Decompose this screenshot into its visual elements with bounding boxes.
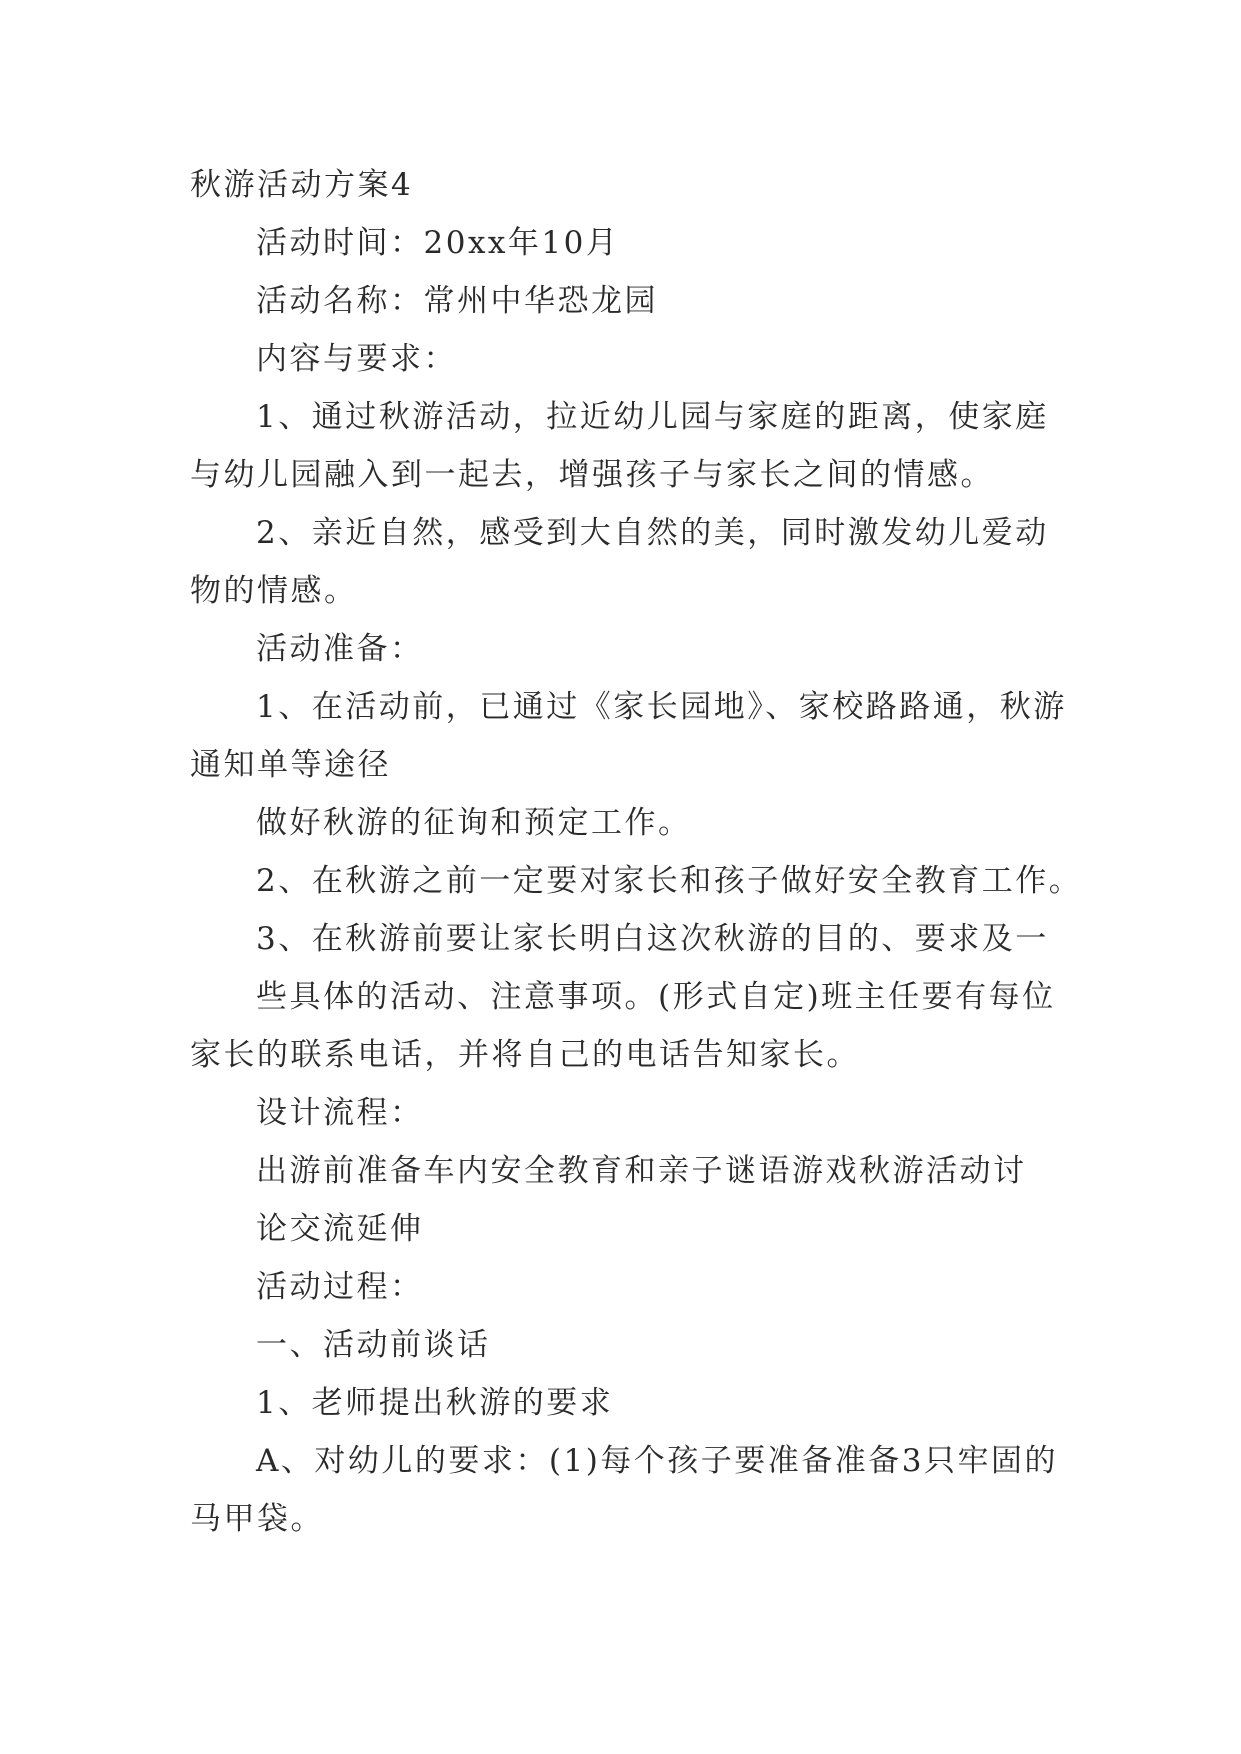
section-heading: 活动过程： (256, 1269, 424, 1305)
paragraph-line: 2、在秋游之前一定要对家长和孩子做好安全教育工作。 (256, 863, 1083, 899)
paragraph-line: 一、活动前谈话 (256, 1327, 491, 1363)
paragraph-line: 1、通过秋游活动，拉近幼儿园与家庭的距离，使家庭 (256, 399, 1049, 435)
paragraph-line: 马甲袋。 (190, 1501, 324, 1537)
paragraph-line: 1、在活动前，已通过《家长园地》、家校路路通，秋游 (256, 689, 1067, 725)
paragraph-line: 通知单等途径 (190, 747, 391, 783)
paragraph-line: 3、在秋游前要让家长明白这次秋游的目的、要求及一 (256, 921, 1049, 957)
paragraph-line: 论交流延伸 (256, 1211, 424, 1247)
paragraph-line: 1、老师提出秋游的要求 (256, 1385, 614, 1421)
paragraph-line: 做好秋游的征询和预定工作。 (256, 805, 692, 841)
paragraph-line: 活动时间：20xx年10月 (256, 225, 620, 261)
paragraph-line: 2、亲近自然，感受到大自然的美，同时激发幼儿爱动 (256, 515, 1049, 551)
paragraph-line: 活动名称：常州中华恐龙园 (256, 283, 658, 319)
paragraph-line: A、对幼儿的要求：(1)每个孩子要准备准备3只牢固的 (256, 1443, 1059, 1479)
section-heading: 内容与要求： (256, 341, 457, 377)
paragraph-line: 些具体的活动、注意事项。(形式自定)班主任要有每位 (256, 979, 1056, 1015)
paragraph-line: 物的情感。 (190, 573, 358, 609)
paragraph-line: 出游前准备车内安全教育和亲子谜语游戏秋游活动讨 (256, 1153, 1027, 1189)
document-title: 秋游活动方案4 (190, 167, 414, 203)
section-heading: 活动准备： (256, 631, 424, 667)
paragraph-line: 与幼儿园融入到一起去，增强孩子与家长之间的情感。 (190, 457, 994, 493)
section-heading: 设计流程： (256, 1095, 424, 1131)
paragraph-line: 家长的联系电话，并将自己的电话告知家长。 (190, 1037, 860, 1073)
